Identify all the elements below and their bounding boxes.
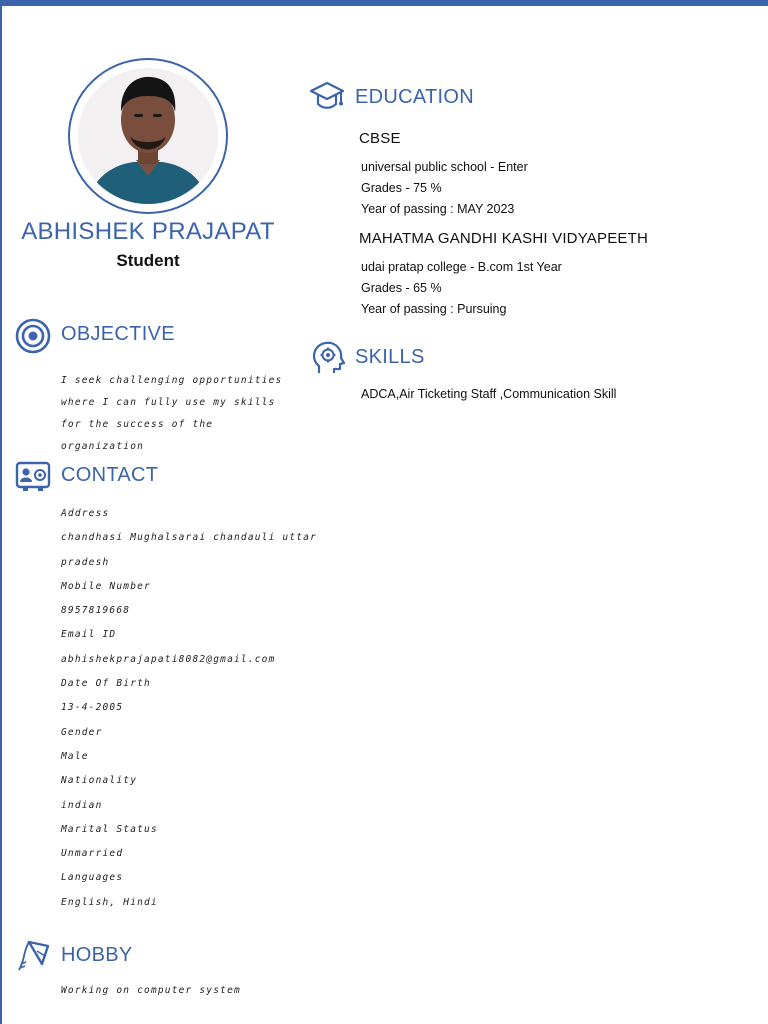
contact-line: Address	[61, 508, 110, 519]
education-grades-2: Grades - 65 %	[361, 281, 442, 295]
person-name: ABHISHEK PRAJAPAT	[21, 218, 275, 245]
contact-line: abhishekprajapati8082@gmail.com	[61, 653, 276, 665]
left-accent-rule	[0, 0, 2, 1024]
contact-card-icon	[15, 460, 51, 496]
contact-title: CONTACT	[61, 464, 159, 486]
education-heading-2: MAHATMA GANDHI KASHI VIDYAPEETH	[359, 230, 649, 247]
education-grades-1: Grades - 75 %	[361, 181, 442, 195]
contact-line: English, Hindi	[61, 896, 158, 908]
hobby-text: Working on computer system	[61, 985, 241, 996]
contact-line: Nationality	[61, 775, 138, 787]
contact-line: 8957819668	[61, 605, 131, 617]
hobby-title: HOBBY	[61, 944, 133, 966]
profile-photo-frame	[68, 58, 228, 214]
contact-list	[61, 504, 318, 917]
profile-photo	[78, 68, 218, 204]
skills-title: SKILLS	[355, 346, 425, 368]
contact-line: 13-4-2005	[61, 702, 124, 714]
graduation-cap-icon	[309, 80, 345, 116]
person-role: Student	[116, 251, 180, 270]
education-title: EDUCATION	[355, 86, 474, 108]
contact-line: Gender	[61, 726, 103, 738]
contact-line: Mobile Number	[61, 580, 151, 592]
top-accent-bar	[0, 0, 768, 6]
education-year-1: Year of passing : MAY 2023	[361, 202, 515, 216]
contact-line: pradesh	[61, 556, 110, 568]
contact-line: Email ID	[61, 629, 117, 641]
education-year-2: Year of passing : Pursuing	[361, 302, 507, 316]
contact-line: Languages	[61, 872, 124, 884]
contact-line: Marital Status	[61, 823, 158, 835]
skills-text: ADCA,Air Ticketing Staff ,Communication Skill	[361, 387, 617, 401]
target-icon	[15, 318, 51, 354]
education-school-1: universal public school - Enter	[361, 160, 528, 174]
contact-line: Date Of Birth	[61, 678, 151, 690]
education-school-2: udai pratap college - B.com 1st Year	[361, 260, 562, 274]
contact-line: Unmarried	[61, 848, 124, 860]
head-gear-icon	[311, 340, 347, 376]
objective-text: I seek challenging opportunities where I can fully use my skills for the success of the organization	[61, 375, 283, 452]
objective-title: OBJECTIVE	[61, 323, 175, 345]
contact-line: chandhasi Mughalsarai chandauli uttar	[61, 532, 318, 544]
kite-icon	[15, 938, 51, 974]
education-heading-1: CBSE	[359, 130, 401, 147]
contact-line: Male	[61, 750, 89, 762]
contact-line: indian	[61, 799, 103, 811]
